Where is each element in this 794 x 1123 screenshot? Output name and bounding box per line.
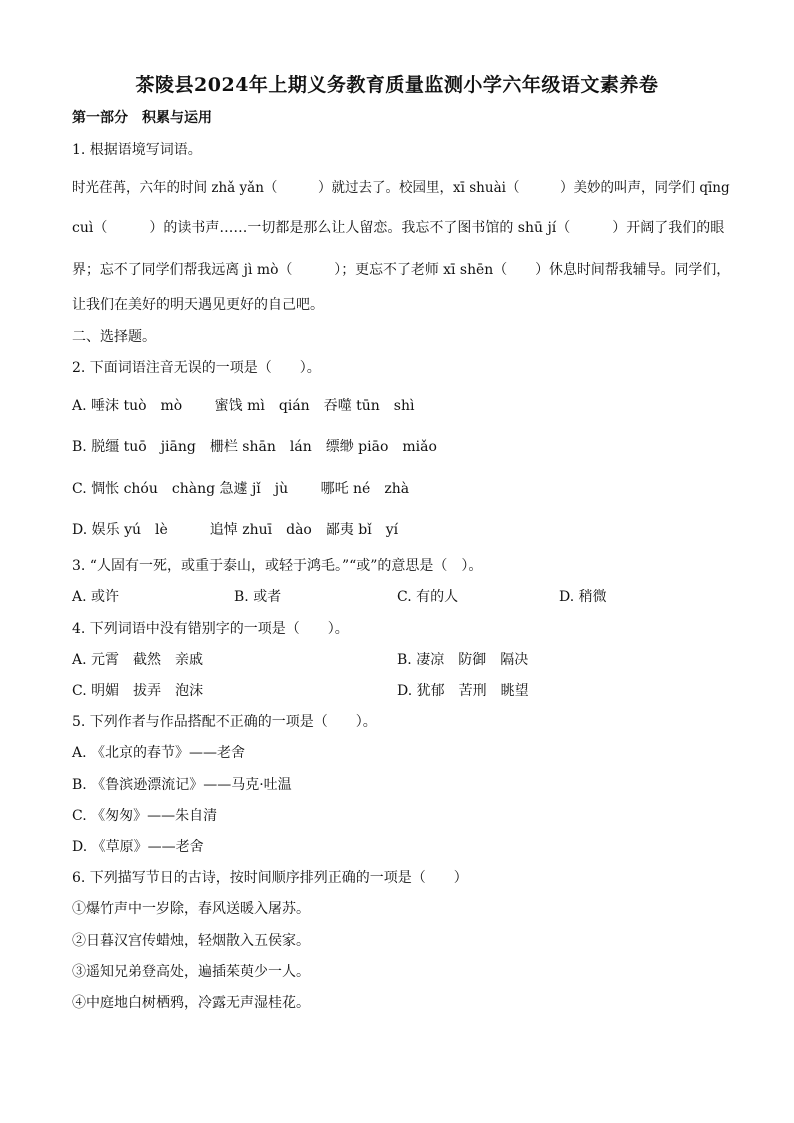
q1-line-1: 时光荏苒，六年的时间 zhǎ yǎn（ ）就过去了。校园里，xī shuài（ ）美妙的叫声，同学们 qīng bbox=[72, 180, 730, 196]
page-title: 茶陵县2024年上期义务教育质量监测小学六年级语文素养卷 bbox=[135, 74, 659, 96]
q6-poem-2: ②日暮汉宫传蜡烛，轻烟散入五侯家。 bbox=[72, 933, 310, 949]
q5-option-c: C. 《匆匆》——朱自清 bbox=[72, 808, 218, 824]
q5-stem: 5. 下列作者与作品搭配不正确的一项是（ ）。 bbox=[72, 714, 377, 730]
q2-option-b: B. 脱缰 tuō jiāng 栅栏 shān lán 缥缈 piāo miǎo bbox=[72, 439, 437, 455]
q6-poem-4: ④中庭地白树栖鸦，冷露无声湿桂花。 bbox=[72, 995, 310, 1011]
q5-option-a: A. 《北京的春节》——老舍 bbox=[72, 745, 246, 761]
q4-option-c: C. 明媚 拔弄 泡沫 bbox=[72, 683, 204, 699]
q1-stem: 1. 根据语境写词语。 bbox=[72, 142, 202, 158]
q3-option-c: C. 有的人 bbox=[397, 589, 459, 605]
q1-line-4: 让我们在美好的明天遇见更好的自己吧。 bbox=[72, 297, 324, 313]
q5-option-b: B. 《鲁滨逊漂流记》——马克·吐温 bbox=[72, 777, 292, 793]
q1-line-3: 界；忘不了同学们帮我远离 jì mò（ ）；更忘不了老师 xī shēn（ ）休息时间帮我辅导。同学们， bbox=[72, 262, 731, 278]
q4-option-a: A. 元霄 截然 亲戚 bbox=[72, 652, 204, 668]
q5-option-d: D. 《草原》——老舍 bbox=[72, 839, 204, 855]
section-heading-choice: 二、选择题。 bbox=[72, 329, 156, 345]
q6-poem-3: ③遥知兄弟登高处，遍插茱萸少一人。 bbox=[72, 964, 310, 980]
q3-stem: 3. “人固有一死，或重于泰山，或轻于鸿毛。”“或”的意思是（ ）。 bbox=[72, 558, 483, 574]
q3-option-b: B. 或者 bbox=[234, 589, 282, 605]
q2-option-d: D. 娱乐 yú lè 追悼 zhuī dào 鄙夷 bǐ yí bbox=[72, 522, 399, 538]
q1-line-2: cuì（ ）的读书声……一切都是那么让人留恋。我忘不了图书馆的 shū jí（ ）开阔了我们的眼 bbox=[72, 220, 725, 236]
q2-stem: 2. 下面词语注音无误的一项是（ ）。 bbox=[72, 360, 321, 376]
q2-option-c: C. 惆怅 chóu chàng 急遽 jǐ jù 哪吒 né zhà bbox=[72, 481, 410, 497]
q4-option-b: B. 凄凉 防御 隔决 bbox=[397, 652, 529, 668]
q6-poem-1: ①爆竹声中一岁除，春风送暖入屠苏。 bbox=[72, 901, 310, 917]
q4-stem: 4. 下列词语中没有错别字的一项是（ ）。 bbox=[72, 621, 349, 637]
q3-option-a: A. 或许 bbox=[72, 589, 120, 605]
q6-stem: 6. 下列描写节日的古诗，按时间顺序排列正确的一项是（ ） bbox=[72, 870, 468, 886]
q4-option-d: D. 犹郁 苦刑 眺望 bbox=[397, 683, 529, 699]
q3-option-d: D. 稍微 bbox=[559, 589, 607, 605]
section-heading-part1: 第一部分 积累与运用 bbox=[72, 110, 212, 126]
q2-option-a: A. 唾沫 tuò mò 蜜饯 mì qián 吞噬 tūn shì bbox=[72, 398, 415, 414]
